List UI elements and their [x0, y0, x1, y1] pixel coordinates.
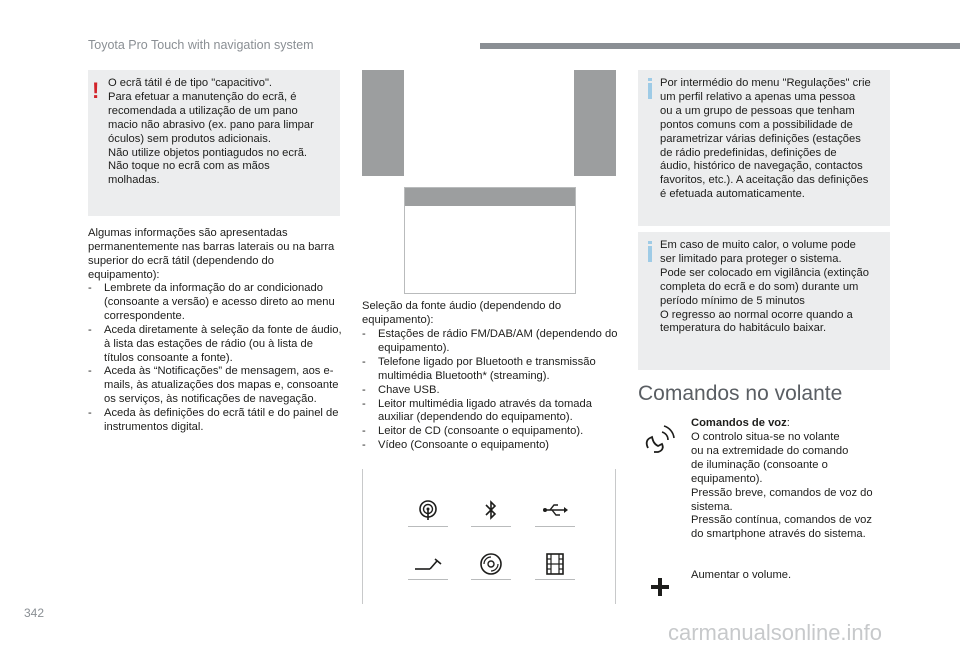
cd-icon	[471, 549, 511, 579]
section-title: Comandos no volante	[638, 382, 843, 405]
list-item: - Aceda às definições do ecrã tátil e do painel de instrumentos digital.	[88, 407, 344, 435]
src-underline	[408, 526, 448, 527]
list-item: - Aceda diretamente à seleção da fonte de áudio, à lista das estações de rádio (ou à lista de títulos consoante a fonte).	[88, 324, 344, 366]
audio-source-panel	[362, 469, 616, 604]
voice-text: O controlo situa-se no volante ou na extremidade do comando de iluminação (consoante o equipamento). Pressão breve, comandos de voz do sistema. Pressão contínua, comandos de voz do smartphone através do sistema.	[691, 431, 873, 541]
list-item: - Aceda às “Notificações” de mensagem, aos e-mails, às atualizações dos mapas e, consoante os serviços, às notificações de navegação.	[88, 365, 344, 407]
volume-up-text: Aumentar o volume.	[691, 569, 792, 581]
video-icon	[535, 549, 575, 579]
info-icon-bar	[648, 246, 652, 262]
info-box-heat	[638, 232, 890, 370]
src-underline	[471, 579, 511, 580]
screen-panel-bar	[405, 188, 575, 206]
info-text-heat: Em caso de muito calor, o volume pode ser limitado para proteger o sistema. Pode ser colocado em vigilância (extinção completa do ecrã e do som) durante um período mínimo de 5 minutos O regresso ao normal ocorre quando a temperatura do habitáculo baixar.	[660, 239, 869, 335]
bluetooth-icon	[471, 495, 511, 525]
src-underline	[408, 579, 448, 580]
voice-command-title: Comandos de voz	[691, 417, 787, 429]
middle-list	[362, 328, 620, 453]
header-title: Toyota Pro Touch with navigation system	[88, 38, 314, 52]
screen-illustration-panel	[404, 187, 576, 294]
radio-icon	[408, 495, 448, 525]
src-underline	[471, 526, 511, 527]
src-underline	[535, 579, 575, 580]
list-item: - Leitor multimédia ligado através da tomada auxiliar (dependendo do equipamento).	[362, 398, 620, 426]
list-item: - Leitor de CD (consoante o equipamento).	[362, 425, 620, 439]
usb-icon	[535, 495, 575, 525]
plus-icon	[649, 576, 671, 603]
info-icon-bar	[648, 83, 652, 99]
screen-illustration-top	[362, 70, 616, 176]
screen-display	[404, 70, 574, 176]
info-icon	[648, 241, 652, 244]
info-text-profiles: Por intermédio do menu "Regulações" crie um perfil relativo a apenas uma pessoa ou a um grupo de pessoas que tenham pontos comuns com a possibilidade de parametrizar várias definições (estações de rádio predefinidas, definições de áudio, histórico de navegação, contactos favoritos, etc.). A aceitação das definições é efetuada automaticamente.	[660, 77, 871, 201]
voice-label	[691, 417, 901, 431]
list-item: - Lembrete da informação do ar condicionado (consoante a versão) e acesso direto ao menu correspondente.	[88, 282, 344, 324]
list-item: - Vídeo (Consoante o equipamento)	[362, 439, 620, 453]
src-underline	[535, 526, 575, 527]
middle-intro: Seleção da fonte áudio (dependendo do equipamento):	[362, 300, 562, 326]
header-bar	[480, 43, 960, 49]
list-item: - Chave USB.	[362, 384, 620, 398]
left-list	[88, 282, 344, 435]
voice-command-colon: :	[786, 417, 790, 429]
info-icon	[648, 78, 652, 81]
warning-box	[88, 70, 340, 216]
left-intro: Algumas informações são apresentadas permanentemente nas barras laterais ou na barra superior do ecrã tátil (dependendo do equipamento):	[88, 227, 335, 281]
list-item: - Estações de rádio FM/DAB/AM (dependendo do equipamento).	[362, 328, 620, 356]
exclamation-icon: !	[92, 78, 100, 103]
page-number: 342	[24, 606, 45, 620]
watermark: carmanualsonline.info	[668, 620, 883, 645]
info-box-profiles	[638, 70, 890, 226]
warning-text: O ecrã tátil é de tipo "capacitivo". Para efetuar a manutenção do ecrã, é recomendada a utilização de um pano macio não abrasivo (ex. pano para limpar óculos) sem produtos adicionais. Não utilize objetos pontiagudos no ecrã. Não toque no ecrã com as mãos molhadas.	[108, 77, 314, 187]
voice-command-icon	[642, 422, 678, 461]
aux-icon	[408, 549, 448, 579]
list-item: - Telefone ligado por Bluetooth e transmissão multimédia Bluetooth* (streaming).	[362, 356, 620, 384]
